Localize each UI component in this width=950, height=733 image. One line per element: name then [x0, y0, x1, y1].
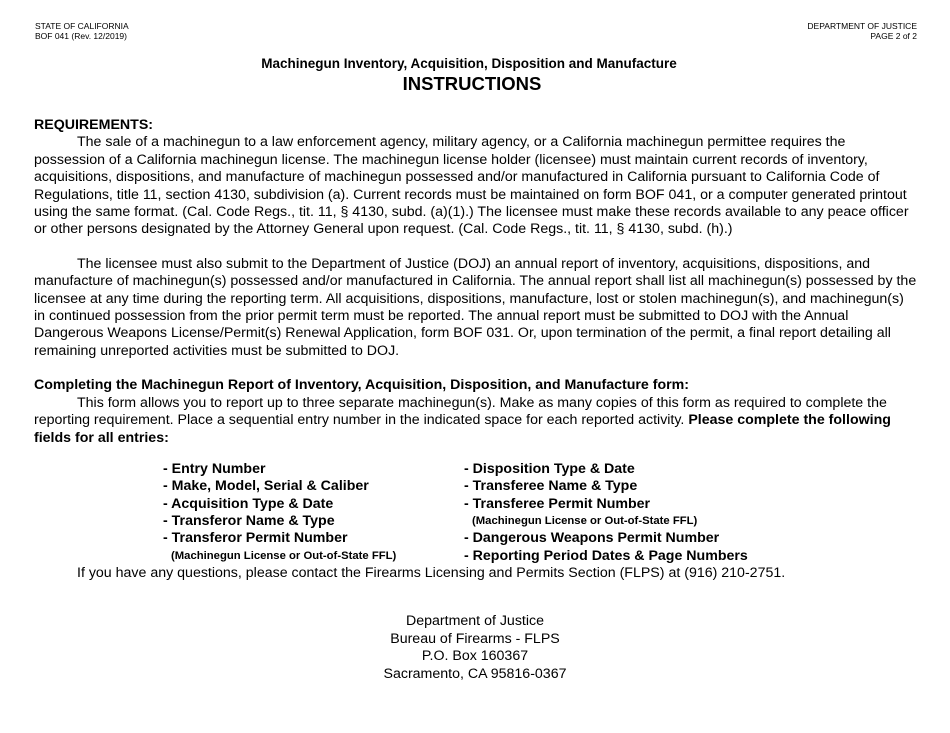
address-line: Bureau of Firearms - FLPS: [390, 630, 560, 647]
completing-bold-text: Please complete the following fields for all entries:: [34, 412, 891, 446]
field-item: - Dangerous Weapons Permit Number: [464, 530, 720, 547]
form-header-right: [807, 21, 917, 41]
field-item: - Entry Number: [163, 460, 266, 477]
address-line: P.O. Box 160367: [421, 648, 529, 664]
field-item: - Reporting Period Dates & Page Numbers: [464, 547, 748, 564]
state-label: STATE OF CALIFORNIA: [35, 21, 129, 31]
document-title: Machinegun Inventory, Acquisition, Disposition and Manufacture: [261, 56, 677, 71]
field-item-note: (Machinegun License or Out-of-State FFL): [472, 515, 698, 528]
field-item: - Transferee Permit Number: [464, 495, 651, 512]
document-subtitle: INSTRUCTIONS: [402, 73, 542, 94]
department-label: DEPARTMENT OF JUSTICE: [807, 21, 917, 31]
page-number: PAGE 2 of 2: [870, 31, 917, 41]
completing-heading: Completing the Machinegun Report of Inventory, Acquisition, Disposition, and Manufacture form:: [34, 377, 689, 394]
address-line: Department of Justice: [406, 613, 544, 629]
field-item: - Disposition Type & Date: [464, 460, 635, 477]
requirements-paragraph-2: The licensee must also submit to the Department of Justice (DOJ) an annual report of inventory, acquisitions, dispositions, and manufacture of machinegun(s) possessed and/or manufactured in California. The annual report shall list all machinegun(s) possessed by the licensee at any time during the reporting term. All acquisitions, dispositions, manufacture, lost or stolen machinegun(s), and machinegun(s) in continued possession from the prior permit term must be reported. The annual report must be submitted to DOJ with the Annual Dangerous Weapons License/Permit(s) Renewal Application, form BOF 031. Or, upon termination of the permit, a final report detailing all remaining unreported activities must be submitted to DOJ.: [34, 255, 917, 359]
completing-text: This form allows you to report up to three separate machinegun(s). Make as many copies of this form as required to complete the reporting requirement. Place a sequential entry number in the indicated space for each reported activity.: [34, 394, 887, 429]
field-item: - Make, Model, Serial & Caliber: [163, 478, 369, 495]
fields-list-right: [464, 461, 748, 565]
form-number: BOF 041 (Rev. 12/2019): [35, 31, 127, 41]
field-item: - Transferee Name & Type: [464, 478, 638, 495]
requirements-paragraph-1: The sale of a machinegun to a law enforcement agency, military agency, or a California machinegun permittee requires the possession of a California machinegun license. The machinegun license holder (licensee) must maintain current records of inventory, acquisitions, dispositions, and manufacture of machinegun possessed and/or manufactured in California pursuant to California Code of Regulations, title 11, section 4130, subdivision (a). Current records must be maintained on form BOF 041, or a computer generated printout using the same format. (Cal. Code Regs., tit. 11, § 4130, subd. (a)(1).) The licensee must make these records available to any peace officer or other persons designated by the Attorney General upon request. (Cal. Code Regs., tit. 11, § 4130, subd. (h).): [34, 134, 909, 238]
mailing-address: [0, 613, 950, 683]
address-line: Sacramento, CA 95816-0367: [383, 665, 567, 682]
requirements-heading: REQUIREMENTS:: [34, 117, 154, 133]
fields-list: [34, 461, 918, 565]
completing-paragraph: [34, 395, 918, 447]
fields-list-left: [163, 461, 396, 565]
field-item: - Transferor Name & Type: [163, 513, 335, 530]
field-item: - Transferor Permit Number: [163, 530, 348, 547]
instructions-body: [34, 117, 918, 582]
form-header-left: [35, 21, 129, 41]
field-item: - Acquisition Type & Date: [163, 495, 334, 512]
field-item-note: (Machinegun License or Out-of-State FFL): [171, 549, 397, 562]
contact-info: If you have any questions, please contact the Firearms Licensing and Permits Section (FLPS) at (916) 210-2751.: [77, 564, 786, 581]
